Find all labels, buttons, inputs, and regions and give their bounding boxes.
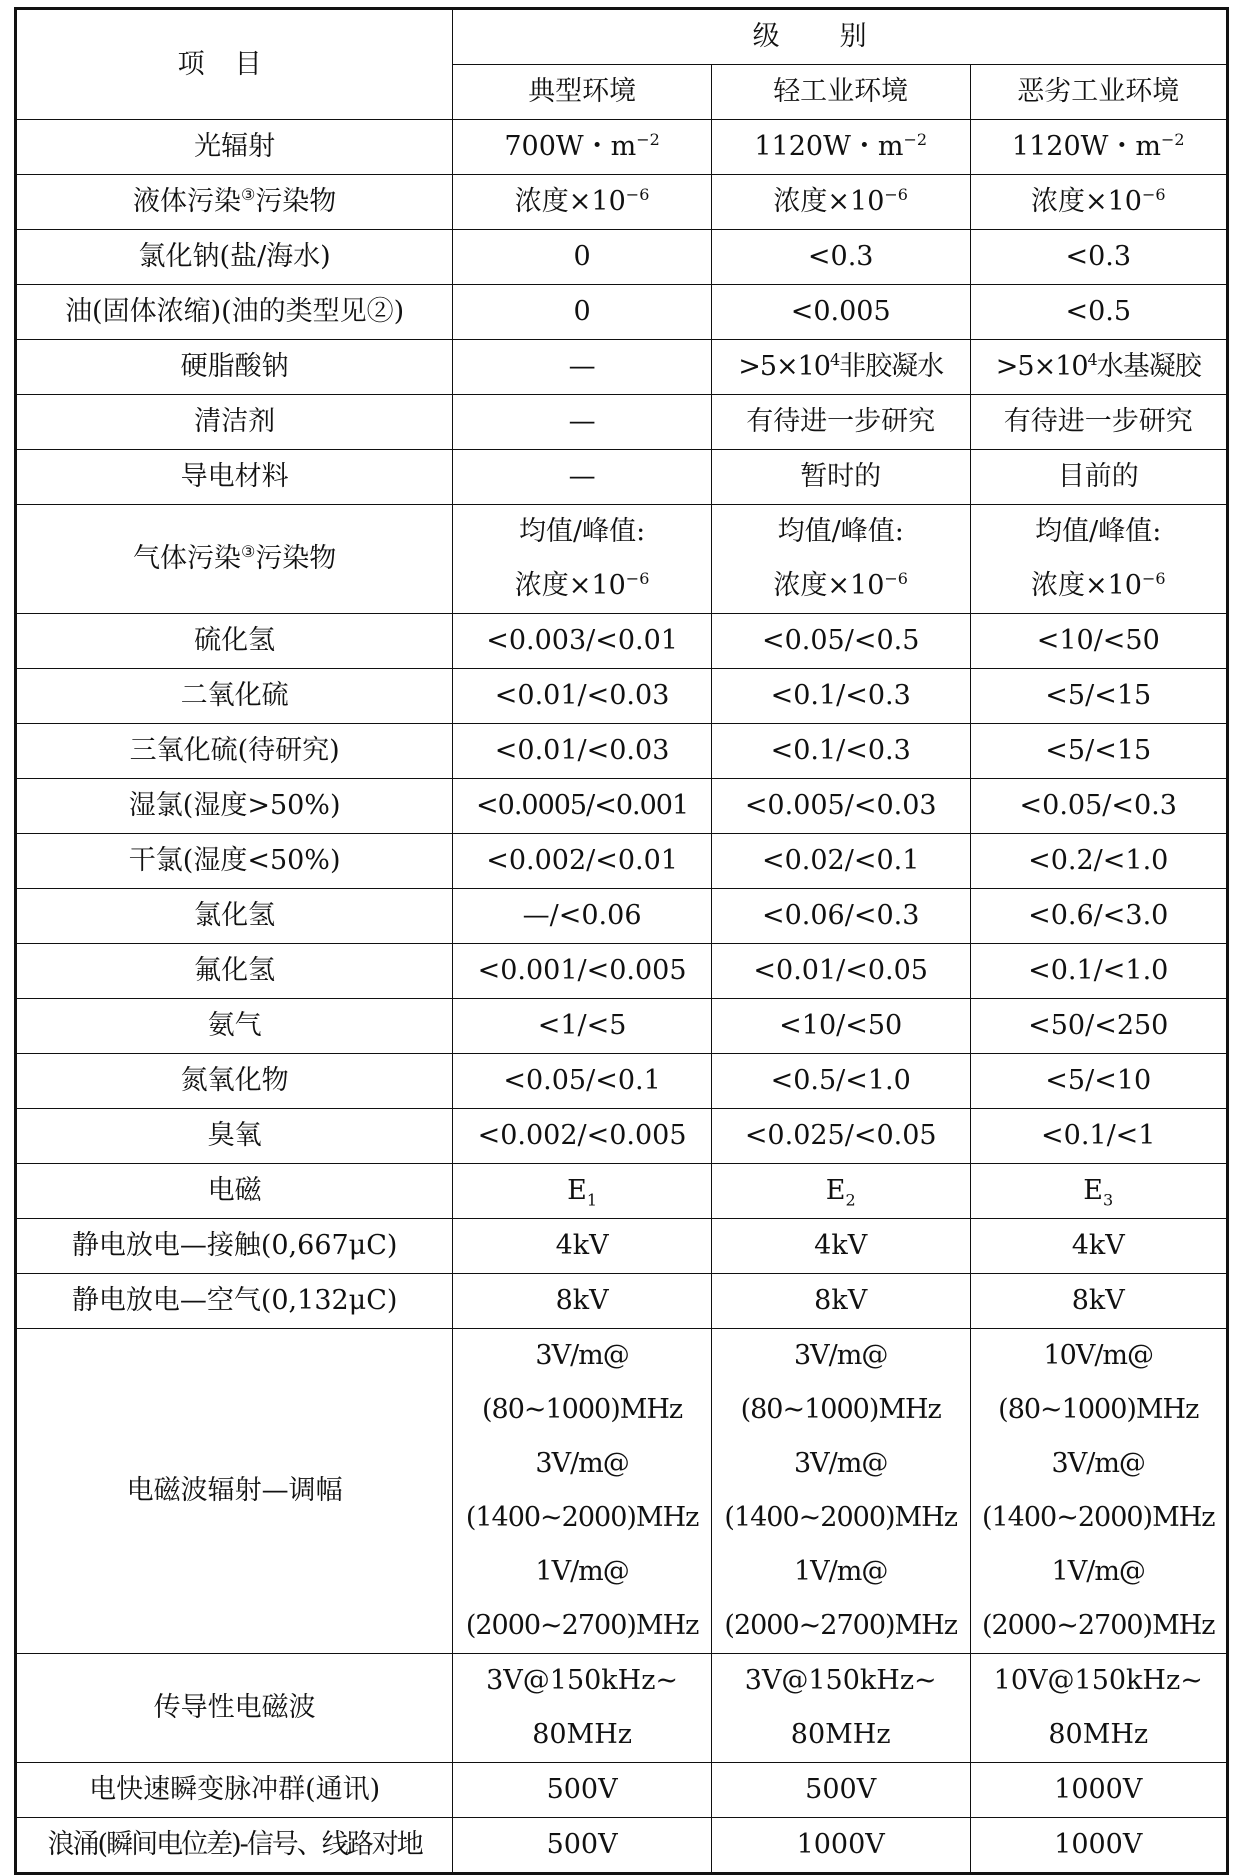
cell: 暂时的 [711, 450, 970, 505]
cell: <0.002/<0.01 [453, 834, 712, 889]
cell: <50/<250 [970, 999, 1228, 1054]
cell: $E_3$ [970, 1164, 1228, 1219]
table-row [16, 669, 1228, 724]
row-label: 电磁 [16, 1164, 453, 1219]
cell: $>5\times 10^4$水基凝胶 [970, 340, 1228, 395]
cell: <0.06/<0.3 [711, 889, 970, 944]
cell: 500V [711, 1763, 970, 1818]
table-row [16, 889, 1228, 944]
cell: <10/<50 [970, 614, 1228, 669]
row-label: 传导性电磁波 [16, 1654, 453, 1763]
cell: 0 [453, 285, 712, 340]
cell: 1000V [711, 1818, 970, 1874]
table-row [16, 1763, 1228, 1818]
table-row [16, 230, 1228, 285]
cell: <0.1/<1 [970, 1109, 1228, 1164]
table-row [16, 614, 1228, 669]
cell: —/<0.06 [453, 889, 712, 944]
cell: 浓度$\times 10^{-6}$ [970, 175, 1228, 230]
table-row [16, 285, 1228, 340]
cell: 4kV [711, 1219, 970, 1274]
table-row [16, 1274, 1228, 1329]
cell: <0.05/<0.3 [970, 779, 1228, 834]
cell: 8kV [453, 1274, 712, 1329]
header-env-typical: 典型环境 [453, 65, 712, 120]
cell: 500V [453, 1763, 712, 1818]
cell: <0.005 [711, 285, 970, 340]
row-label: 硬脂酸钠 [16, 340, 453, 395]
row-label: 浪涌(瞬间电位差)-信号、线路对地 [16, 1818, 453, 1874]
row-label: 臭氧 [16, 1109, 453, 1164]
cell: 1120W・$m^{-2}$ [711, 120, 970, 175]
row-label: 清洁剂 [16, 395, 453, 450]
cell: 1120W・$m^{-2}$ [970, 120, 1228, 175]
cell: <10/<50 [711, 999, 970, 1054]
cell: <0.01/<0.03 [453, 669, 712, 724]
cell: 有待进一步研究 [711, 395, 970, 450]
cell: <0.05/<0.1 [453, 1054, 712, 1109]
header-item-text: 项目 [177, 48, 292, 80]
table-row [16, 1329, 1228, 1654]
row-label: 氯化钠(盐/海水) [16, 230, 453, 285]
table-row [16, 1109, 1228, 1164]
cell: 10V@150kHz~ 80MHz [970, 1654, 1228, 1763]
table-row [16, 944, 1228, 999]
cell: <0.05/<0.5 [711, 614, 970, 669]
row-label: 湿氯(湿度>50%) [16, 779, 453, 834]
row-label: 导电材料 [16, 450, 453, 505]
row-label: 静电放电—空气(0,132μC) [16, 1274, 453, 1329]
cell: 4kV [453, 1219, 712, 1274]
cell: 浓度$\times 10^{-6}$ [711, 175, 970, 230]
cell: 500V [453, 1818, 712, 1874]
header-item [16, 9, 453, 120]
cell: 8kV [970, 1274, 1228, 1329]
cell: <0.01/<0.03 [453, 724, 712, 779]
cell: 有待进一步研究 [970, 395, 1228, 450]
row-label: 电快速瞬变脉冲群(通讯) [16, 1763, 453, 1818]
row-label: 硫化氢 [16, 614, 453, 669]
cell: 4kV [970, 1219, 1228, 1274]
cell: <5/<15 [970, 669, 1228, 724]
cell: <0.3 [711, 230, 970, 285]
row-label: 油(固体浓缩)(油的类型见②) [16, 285, 453, 340]
table-row [16, 505, 1228, 614]
table-row [16, 1818, 1228, 1874]
table-row [16, 999, 1228, 1054]
cell: <0.1/<0.3 [711, 669, 970, 724]
cell: <0.002/<0.005 [453, 1109, 712, 1164]
row-label: 液体污染③污染物 [16, 175, 453, 230]
cell: 均值/峰值: 浓度$\times 10^{-6}$ [711, 505, 970, 614]
row-label: 静电放电—接触(0,667μC) [16, 1219, 453, 1274]
cell: <0.3 [970, 230, 1228, 285]
cell: <0.5 [970, 285, 1228, 340]
row-label: 二氧化硫 [16, 669, 453, 724]
cell: <0.01/<0.05 [711, 944, 970, 999]
cell: <5/<15 [970, 724, 1228, 779]
row-label: 氟化氢 [16, 944, 453, 999]
header-level-text: 级别 [752, 21, 927, 52]
cell: 浓度$\times 10^{-6}$ [453, 175, 712, 230]
cell: $>5\times 10^4$非胶凝水 [711, 340, 970, 395]
header-level [453, 9, 1228, 65]
table-row [16, 1219, 1228, 1274]
table-row [16, 1654, 1228, 1763]
table-row [16, 779, 1228, 834]
cell: <0.2/<1.0 [970, 834, 1228, 889]
environment-level-table [14, 7, 1229, 1875]
cell: <0.5/<1.0 [711, 1054, 970, 1109]
table-row [16, 834, 1228, 889]
cell: <0.02/<0.1 [711, 834, 970, 889]
cell: <0.005/<0.03 [711, 779, 970, 834]
table-row [16, 120, 1228, 175]
row-label: 三氧化硫(待研究) [16, 724, 453, 779]
table-row [16, 724, 1228, 779]
table-row [16, 340, 1228, 395]
row-label: 氯化氢 [16, 889, 453, 944]
cell: 3V/m@ (80~1000)MHz 3V/m@ (1400~2000)MHz 1V/m@ (2000~2700)MHz [711, 1329, 970, 1654]
cell: 700W・$m^{-2}$ [453, 120, 712, 175]
cell: 3V@150kHz~ 80MHz [711, 1654, 970, 1763]
cell: 目前的 [970, 450, 1228, 505]
cell: 均值/峰值: 浓度$\times 10^{-6}$ [970, 505, 1228, 614]
row-label: 氮氧化物 [16, 1054, 453, 1109]
cell: <0.025/<0.05 [711, 1109, 970, 1164]
table-row [16, 1164, 1228, 1219]
table-row [16, 175, 1228, 230]
table-row [16, 1054, 1228, 1109]
header-env-light-industry: 轻工业环境 [711, 65, 970, 120]
cell: 1000V [970, 1818, 1228, 1874]
header-env-harsh-industry: 恶劣工业环境 [970, 65, 1228, 120]
cell: <1/<5 [453, 999, 712, 1054]
row-label: 气体污染③污染物 [16, 505, 453, 614]
cell: 3V/m@ (80~1000)MHz 3V/m@ (1400~2000)MHz 1V/m@ (2000~2700)MHz [453, 1329, 712, 1654]
cell: <0.6/<3.0 [970, 889, 1228, 944]
cell: — [453, 450, 712, 505]
row-label: 光辐射 [16, 120, 453, 175]
cell: 均值/峰值: 浓度$\times 10^{-6}$ [453, 505, 712, 614]
cell: 10V/m@ (80~1000)MHz 3V/m@ (1400~2000)MHz 1V/m@ (2000~2700)MHz [970, 1329, 1228, 1654]
cell: $E_2$ [711, 1164, 970, 1219]
cell: 1000V [970, 1763, 1228, 1818]
cell: 0 [453, 230, 712, 285]
row-label: 氨气 [16, 999, 453, 1054]
cell: — [453, 395, 712, 450]
cell: — [453, 340, 712, 395]
table-row [16, 395, 1228, 450]
cell: <0.003/<0.01 [453, 614, 712, 669]
cell: <0.001/<0.005 [453, 944, 712, 999]
cell: $E_1$ [453, 1164, 712, 1219]
row-label: 电磁波辐射—调幅 [16, 1329, 453, 1654]
cell: 3V@150kHz~ 80MHz [453, 1654, 712, 1763]
row-label: 干氯(湿度<50%) [16, 834, 453, 889]
cell: <5/<10 [970, 1054, 1228, 1109]
table-row [16, 450, 1228, 505]
cell: <0.1/<1.0 [970, 944, 1228, 999]
cell: 8kV [711, 1274, 970, 1329]
cell: <0.1/<0.3 [711, 724, 970, 779]
cell: <0.0005/<0.001 [453, 779, 712, 834]
